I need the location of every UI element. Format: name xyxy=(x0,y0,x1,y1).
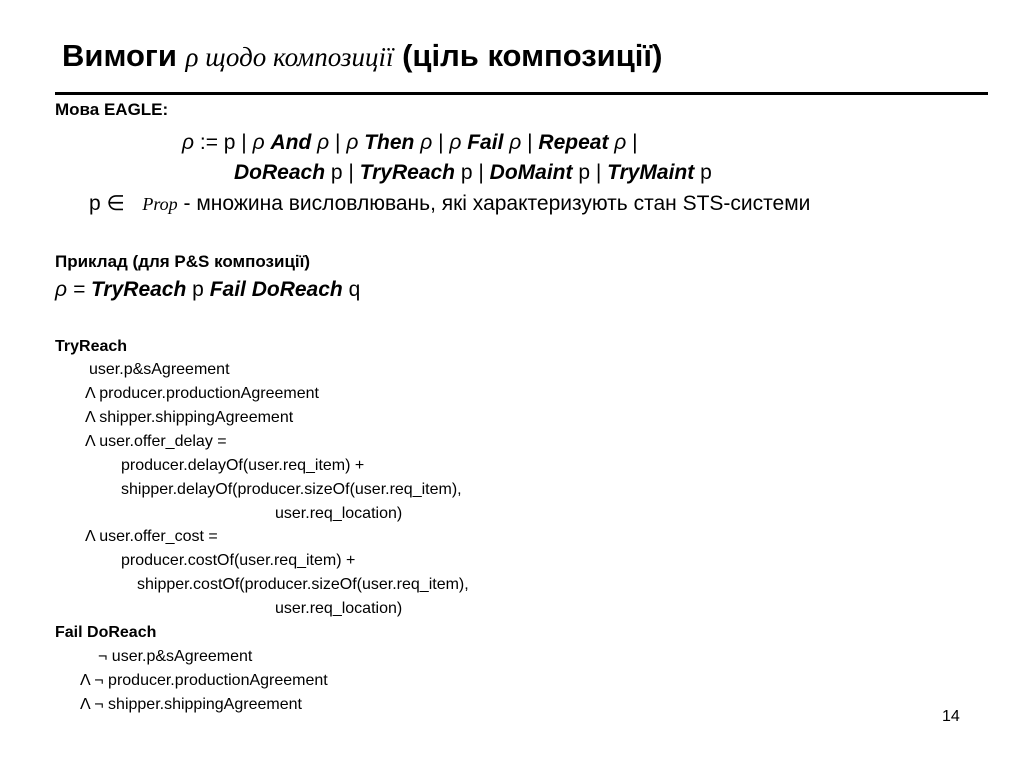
faildoreach-heading: Fail DoReach xyxy=(55,624,157,641)
code-line: user.p&sAgreement xyxy=(89,361,230,378)
tryreach-heading: TryReach xyxy=(55,338,128,355)
code-line: user.req_location) xyxy=(275,505,403,522)
code-line: Λ ¬ producer.productionAgreement xyxy=(80,672,328,689)
code-line: shipper.costOf(producer.sizeOf(user.req_item), xyxy=(137,576,469,593)
grammar-line-2: DoReach p | TryReach p | DoMaint p | TryMaint p xyxy=(234,161,712,184)
example-heading: Приклад (для P&S композиції) xyxy=(55,252,311,271)
code-line: Λ producer.productionAgreement xyxy=(85,385,319,402)
code-line: Λ user.offer_cost = xyxy=(85,528,218,545)
title-main: Вимоги xyxy=(62,38,177,73)
example-formula: ρ = TryReach p Fail DoReach q xyxy=(55,278,361,301)
code-line: Λ shipper.shippingAgreement xyxy=(85,409,294,426)
code-line: producer.costOf(user.req_item) + xyxy=(121,552,356,569)
title-rest: (ціль композиції) xyxy=(402,38,663,73)
page-number: 14 xyxy=(942,708,960,725)
prop-definition: p ∈ Prop - множина висловлювань, які характеризують стан STS-системи xyxy=(89,192,811,215)
code-line: Λ ¬ shipper.shippingAgreement xyxy=(80,696,302,713)
title-italic: ρ щодо композиції xyxy=(185,42,394,72)
code-line: Λ user.offer_delay = xyxy=(85,433,227,450)
code-line: ¬ user.p&sAgreement xyxy=(98,648,253,665)
code-line: producer.delayOf(user.req_item) + xyxy=(121,457,365,474)
title-divider xyxy=(55,92,988,95)
code-line: user.req_location) xyxy=(275,600,403,617)
language-heading: Мова EAGLE: xyxy=(55,100,169,119)
code-line: shipper.delayOf(producer.sizeOf(user.req_item), xyxy=(121,481,462,498)
slide-title xyxy=(62,38,662,74)
grammar-line-1: ρ := p | ρ And ρ | ρ Then ρ | ρ Fail ρ | Repeat ρ | xyxy=(182,131,638,154)
